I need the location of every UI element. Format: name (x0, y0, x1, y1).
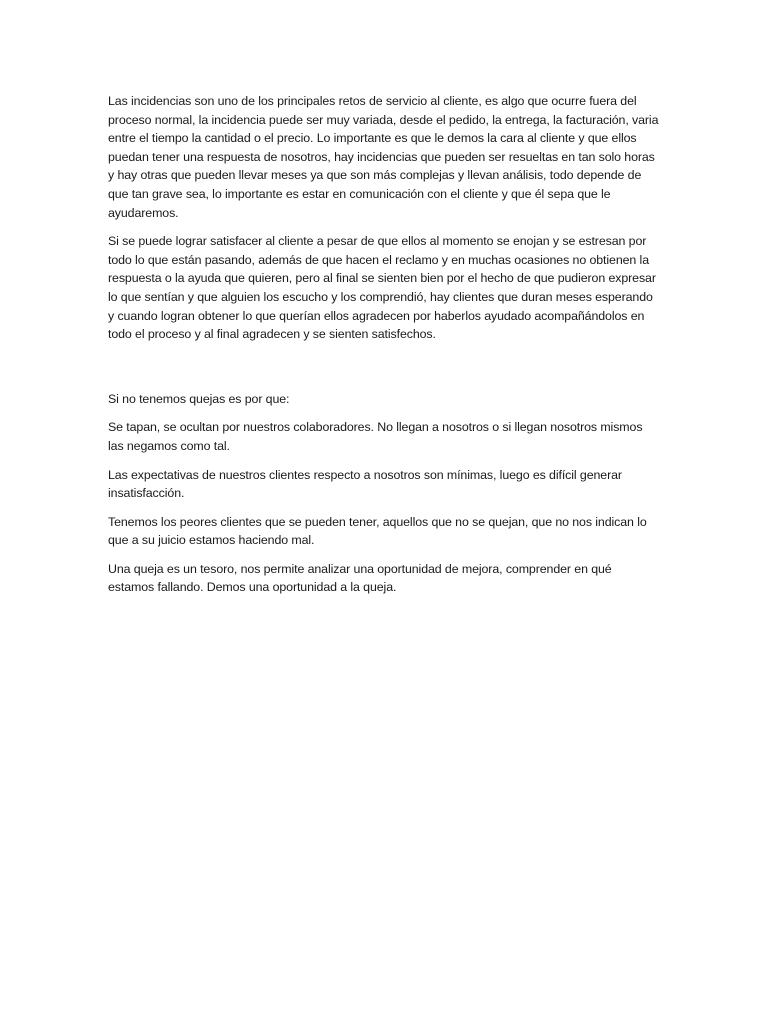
paragraph-incidencias: Las incidencias son uno de los principales retos de servicio al cliente, es algo que ocurre fuera del proceso normal, la incidencia puede ser muy variada, desde el pedido, la entrega, la facturación, varia entre el tiempo la cantidad o el precio. Lo importante es que le demos la cara al cliente y que ellos puedan tener una respuesta de nosotros, hay incidencias que pueden ser resueltas en tan solo horas y hay otras que pueden llevar meses ya que son más complejas y llevan análisis, todo depende de que tan grave sea, lo importante es estar en comunicación con el cliente y que él sepa que le ayudaremos. (108, 94, 659, 220)
document-body (108, 92, 660, 607)
paragraph-quejas-heading: Si no tenemos quejas es por que: (108, 391, 290, 406)
paragraph-se-tapan: Se tapan, se ocultan por nuestros colaboradores. No llegan a nosotros o si llegan nosotros mismos las negamos como tal. (108, 420, 643, 453)
paragraph-satisfaccion: Si se puede lograr satisfacer al cliente a pesar de que ellos al momento se enojan y se estresan por todo lo que están pasando, además de que hacen el reclamo y en muchas ocasiones no obtienen la respuesta o la ayuda que quieren, pero al final se sienten bien por el hecho de que pudieron expresar lo que sentían y que alguien los escucho y los comprendió, hay clientes que duran meses esperando y cuando logran obtener lo que querían ellos agradecen por haberlos ayudado acompañándolos en todo el proceso y al final agradecen y se sienten satisfechos. (108, 234, 656, 342)
paragraph-expectativas: Las expectativas de nuestros clientes respecto a nosotros son mínimas, luego es difícil generar insatisfacción. (108, 467, 622, 501)
paragraph-tesoro: Una queja es un tesoro, nos permite analizar una oportunidad de mejora, comprender en qué estamos fallando. Demos una oportunidad a la queja. (108, 561, 612, 595)
paragraph-peores-clientes: Tenemos los peores clientes que se pueden tener, aquellos que no se quejan, que no nos indican lo que a su juicio estamos haciendo mal. (108, 514, 647, 548)
